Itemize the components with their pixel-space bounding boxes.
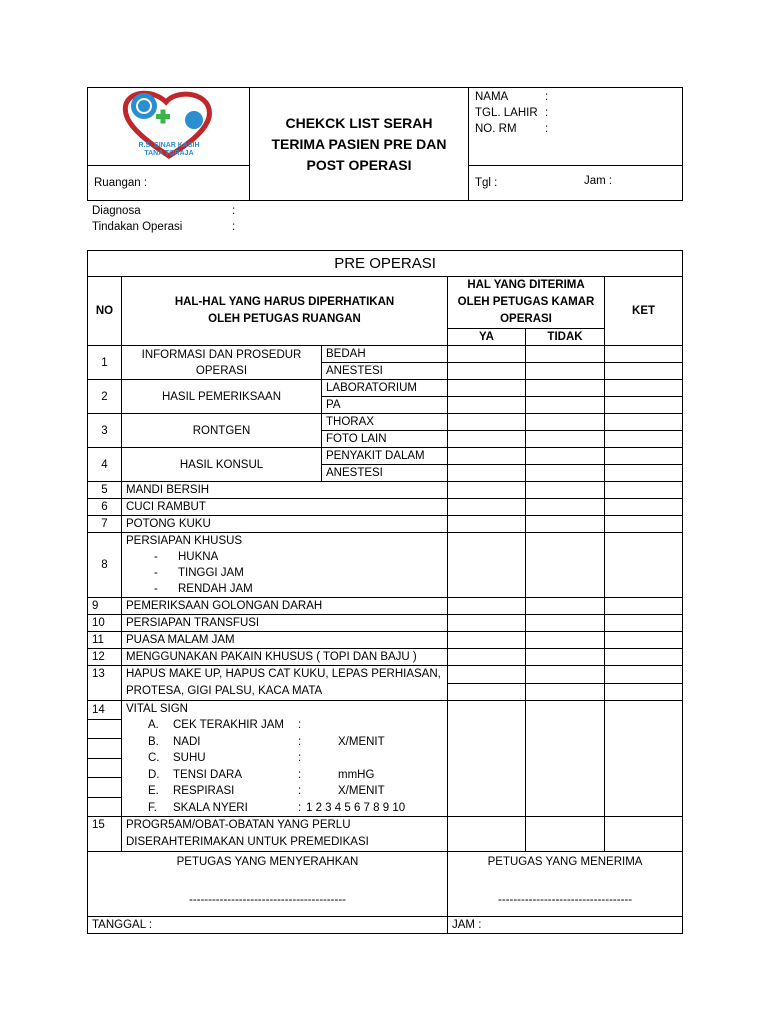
ya-cell[interactable] [448, 516, 526, 533]
ket-cell[interactable] [605, 482, 683, 499]
receiver-label: PETUGAS YANG MENERIMA [487, 856, 643, 868]
patient-dob-line: TGL. LAHIR : [475, 107, 549, 119]
row-label: PROGR5AM/OBAT-OBATAN YANG PERLU DISERAHTERIMAKAN UNTUK PREMEDIKASI [122, 817, 448, 852]
tidak-cell[interactable] [526, 465, 605, 482]
ket-cell[interactable] [605, 666, 683, 684]
ya-cell[interactable] [448, 615, 526, 632]
row-number: 12 [88, 649, 122, 666]
tidak-cell[interactable] [526, 431, 605, 448]
ket-cell[interactable] [605, 431, 683, 448]
tidak-cell[interactable] [526, 516, 605, 533]
form-header [87, 87, 683, 201]
tanggal-field[interactable]: TANGGAL : [88, 917, 448, 934]
row-sub-label: ANESTESI [322, 363, 448, 380]
ket-cell[interactable] [605, 346, 683, 363]
ya-cell[interactable] [448, 533, 526, 598]
row-label-block [122, 533, 448, 598]
receiver-signature[interactable] [448, 852, 683, 917]
jam-label: Jam : [584, 175, 613, 187]
row-label: PEMERIKSAAN GOLONGAN DARAH [122, 598, 448, 615]
ya-cell[interactable] [448, 632, 526, 649]
row-number: 13 [88, 666, 122, 701]
row-number: 5 [88, 482, 122, 499]
logo-text-line2: TANA TORAJA [143, 150, 194, 157]
vital-no-cell [88, 778, 122, 797]
row-label: PUASA MALAM JAM [122, 632, 448, 649]
ket-cell[interactable] [605, 499, 683, 516]
vital-no-cell [88, 719, 122, 738]
row-label: MENGGUNAKAN PAKAIN KHUSUS ( TOPI DAN BAJU ) [122, 649, 448, 666]
ya-cell[interactable] [448, 346, 526, 363]
form-title: CHEKCK LIST SERAH TERIMA PASIEN PRE DAN POST OPERASI [250, 88, 469, 201]
ya-cell[interactable] [448, 598, 526, 615]
tidak-cell[interactable] [526, 363, 605, 380]
tidak-cell[interactable] [526, 817, 605, 852]
hospital-logo-icon [114, 88, 224, 162]
row-label: PERSIAPAN TRANSFUSI [122, 615, 448, 632]
row-label: PERSIAPAN KHUSUS [126, 535, 243, 547]
row-sub-label: ANESTESI [322, 465, 448, 482]
patient-identity [469, 88, 683, 166]
col-items-header: HAL-HAL YANG HARUS DIPERHATIKAN OLEH PETUGAS RUANGAN [122, 277, 448, 346]
row-label: VITAL SIGN [126, 703, 188, 715]
ket-cell[interactable] [605, 817, 683, 852]
tidak-cell[interactable] [526, 683, 605, 701]
tidak-cell[interactable] [526, 414, 605, 431]
ket-cell[interactable] [605, 632, 683, 649]
row-number: 8 [88, 533, 122, 598]
ya-cell[interactable] [448, 363, 526, 380]
jam-field[interactable]: JAM : [448, 917, 683, 934]
row-sub-label: FOTO LAIN [322, 431, 448, 448]
patient-name-line: NAMA : [475, 91, 549, 103]
row-number: 6 [88, 499, 122, 516]
tindakan-line[interactable]: Tindakan Operasi : [92, 221, 236, 233]
ket-cell[interactable] [605, 414, 683, 431]
tidak-cell[interactable] [526, 615, 605, 632]
row-number: 9 [88, 598, 122, 615]
row-number: 4 [88, 448, 122, 482]
row-sub-label: THORAX [322, 414, 448, 431]
ket-cell[interactable] [605, 363, 683, 380]
giver-signature-line: ----------------------------------------- [188, 894, 346, 906]
vital-no-cell [88, 739, 122, 758]
tidak-cell[interactable] [526, 346, 605, 363]
ket-cell[interactable] [605, 465, 683, 482]
vital-sign-item: A. CEK TERAKHIR JAM : [148, 719, 302, 731]
vital-sign-item: C. SUHU : [148, 752, 302, 764]
tidak-cell[interactable] [526, 649, 605, 666]
ket-cell[interactable] [605, 701, 683, 817]
col-received-header: HAL YANG DITERIMA OLEH PETUGAS KAMAR OPERASI [448, 277, 605, 329]
section-title: PRE OPERASI [88, 251, 683, 277]
row-sub-label: PA [322, 397, 448, 414]
tidak-cell[interactable] [526, 666, 605, 684]
row-number: 2 [88, 380, 122, 414]
list-item: - HUKNA [154, 551, 219, 563]
vital-sign-item: D. TENSI DARA : mmHG [148, 768, 375, 781]
hospital-logo [88, 88, 250, 166]
ya-cell[interactable] [448, 499, 526, 516]
tidak-cell[interactable] [526, 598, 605, 615]
col-tidak-header: TIDAK [526, 329, 605, 346]
row-label: POTONG KUKU [122, 516, 448, 533]
giver-signature[interactable] [88, 852, 448, 917]
list-item: - RENDAH JAM [154, 583, 253, 595]
tidak-cell[interactable] [526, 533, 605, 598]
ket-cell[interactable] [605, 516, 683, 533]
tgl-label: Tgl : [475, 177, 498, 189]
ket-cell[interactable] [605, 397, 683, 414]
vital-sign-item: B. NADI : X/MENIT [148, 735, 385, 748]
row-sub-label: LABORATORIUM [322, 380, 448, 397]
row-label: INFORMASI DAN PROSEDUR OPERASI [122, 346, 322, 380]
vital-no-cell [88, 758, 122, 777]
col-ya-header: YA [448, 329, 526, 346]
ket-cell[interactable] [605, 380, 683, 397]
tgl-jam-field[interactable] [469, 166, 683, 201]
vital-sign-item: E. RESPIRASI : X/MENIT [148, 785, 385, 797]
giver-label: PETUGAS YANG MENYERAHKAN [176, 856, 359, 868]
tidak-cell[interactable] [526, 380, 605, 397]
row-label: CUCI RAMBUT [122, 499, 448, 516]
ket-cell[interactable] [605, 649, 683, 666]
ket-cell[interactable] [605, 615, 683, 632]
ya-cell[interactable] [448, 701, 526, 817]
ket-cell[interactable] [605, 598, 683, 615]
row-number: 14 [88, 701, 122, 720]
row-number: 15 [88, 817, 122, 852]
ya-cell[interactable] [448, 817, 526, 852]
receiver-signature-line: ----------------------------------- [498, 894, 633, 906]
ruangan-field[interactable]: Ruangan : [88, 166, 250, 201]
ya-cell[interactable] [448, 431, 526, 448]
vital-sign-item: F. SKALA NYERI : 1 2 3 4 5 6 7 8 9 10 [148, 801, 406, 814]
row-label: RONTGEN [122, 414, 322, 448]
tidak-cell[interactable] [526, 448, 605, 465]
row-label: HAPUS MAKE UP, HAPUS CAT KUKU, LEPAS PERHIASAN, PROTESA, GIGI PALSU, KACA MATA [122, 666, 448, 701]
row-sub-label: PENYAKIT DALAM [322, 448, 448, 465]
ya-cell[interactable] [448, 465, 526, 482]
ya-cell[interactable] [448, 666, 526, 684]
vital-no-cell [88, 797, 122, 816]
vital-sign-block [122, 701, 448, 817]
diagnosis-block [92, 203, 235, 235]
ya-cell[interactable] [448, 683, 526, 701]
ya-cell[interactable] [448, 649, 526, 666]
ket-cell[interactable] [605, 683, 683, 701]
row-number: 1 [88, 346, 122, 380]
tidak-cell[interactable] [526, 632, 605, 649]
list-item: - TINGGI JAM [154, 567, 244, 579]
tidak-cell[interactable] [526, 397, 605, 414]
pre-operation-checklist [87, 250, 683, 934]
tidak-cell[interactable] [526, 482, 605, 499]
ya-cell[interactable] [448, 482, 526, 499]
ket-cell[interactable] [605, 533, 683, 598]
ya-cell[interactable] [448, 448, 526, 465]
row-label: HASIL PEMERIKSAAN [122, 380, 322, 414]
diagnosa-line[interactable]: Diagnosa : [92, 205, 236, 217]
row-sub-label: BEDAH [322, 346, 448, 363]
col-no-header: NO [88, 277, 122, 346]
tidak-cell[interactable] [526, 701, 605, 817]
patient-rm-line: NO. RM : [475, 123, 549, 135]
col-ket-header: KET [605, 277, 683, 346]
row-label: HASIL KONSUL [122, 448, 322, 482]
row-number: 10 [88, 615, 122, 632]
ket-cell[interactable] [605, 448, 683, 465]
ya-cell[interactable] [448, 397, 526, 414]
row-number: 7 [88, 516, 122, 533]
logo-text-line1: R.S. SINAR KASIH [137, 142, 200, 149]
ya-cell[interactable] [448, 380, 526, 397]
tidak-cell[interactable] [526, 499, 605, 516]
row-number: 3 [88, 414, 122, 448]
ya-cell[interactable] [448, 414, 526, 431]
row-label: MANDI BERSIH [122, 482, 448, 499]
row-number: 11 [88, 632, 122, 649]
